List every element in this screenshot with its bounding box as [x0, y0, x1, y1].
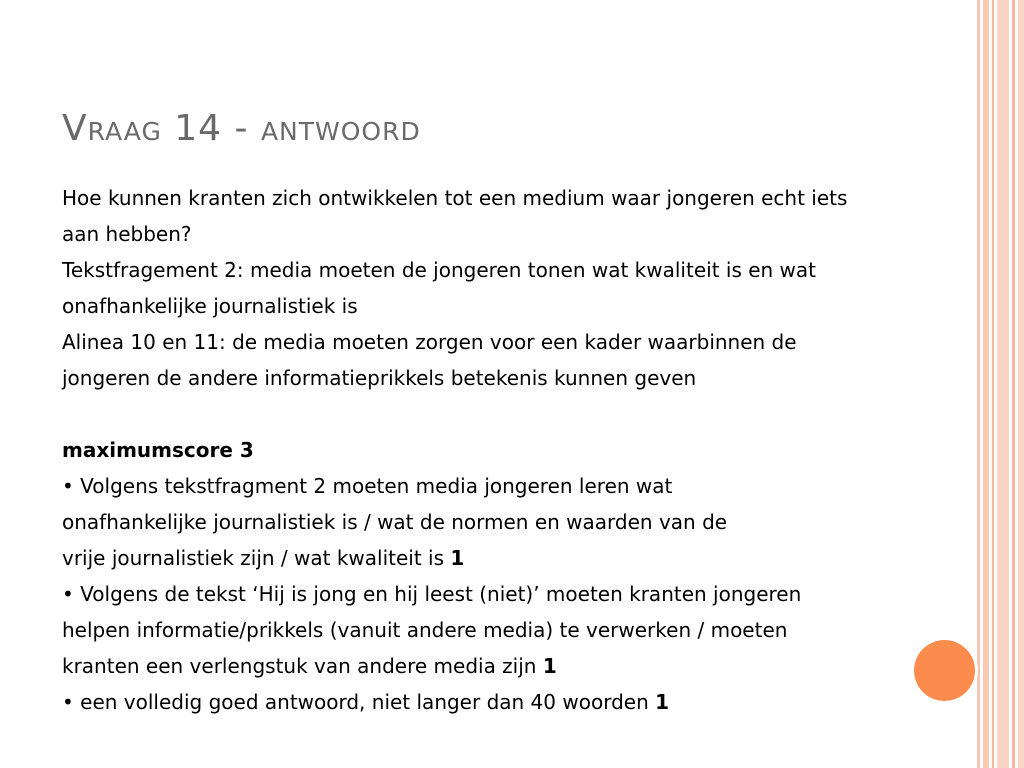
- decor-stripe: [1018, 0, 1024, 768]
- body-line: aan hebben?: [62, 222, 192, 246]
- body-line: onafhankelijke journalistiek is: [62, 294, 358, 318]
- decor-stripe: [992, 0, 994, 768]
- decor-stripe: [997, 0, 1009, 768]
- criterion-line: [62, 648, 902, 684]
- criterion-text: vrije journalistiek zijn / wat kwaliteit is: [62, 546, 451, 570]
- body-line: Tekstfragement 2: media moeten de jongeren tonen wat kwaliteit is en wat: [62, 258, 817, 282]
- body-line: jongeren de andere informatieprikkels betekenis kunnen geven: [62, 366, 697, 390]
- decor-stripe: [1012, 0, 1015, 768]
- body-line: Hoe kunnen kranten zich ontwikkelen tot een medium waar jongeren echt iets: [62, 186, 848, 210]
- criterion-line: onafhankelijke journalistiek is / wat de normen en waarden van de: [62, 510, 728, 534]
- criterion-points: 1: [542, 654, 557, 678]
- criterion-line: [62, 684, 902, 720]
- criterion-points: 1: [450, 546, 465, 570]
- decor-stripe: [977, 0, 980, 768]
- criterion-text: kranten een verlengstuk van andere media zijn: [62, 654, 543, 678]
- criterion-line: [62, 540, 902, 576]
- criterion-text: • een volledig goed antwoord, niet langer dan 40 woorden: [62, 690, 656, 714]
- decor-circle: [914, 640, 975, 701]
- criterion-line: helpen informatie/prikkels (vanuit andere media) te verwerken / moeten: [62, 618, 788, 642]
- slide-title: Vraag 14 - antwoord: [62, 108, 421, 149]
- criterion-line: • Volgens de tekst ‘Hij is jong en hij leest (niet)’ moeten kranten jongeren: [62, 582, 802, 606]
- criterion-line: • Volgens tekstfragment 2 moeten media jongeren leren wat: [62, 474, 673, 498]
- score-heading: maximumscore 3: [62, 438, 254, 462]
- blank-line: [62, 396, 902, 432]
- body-line: Alinea 10 en 11: de media moeten zorgen voor een kader waarbinnen de: [62, 330, 797, 354]
- slide-body: [62, 180, 902, 720]
- decor-stripe: [983, 0, 989, 768]
- criterion-points: 1: [655, 690, 670, 714]
